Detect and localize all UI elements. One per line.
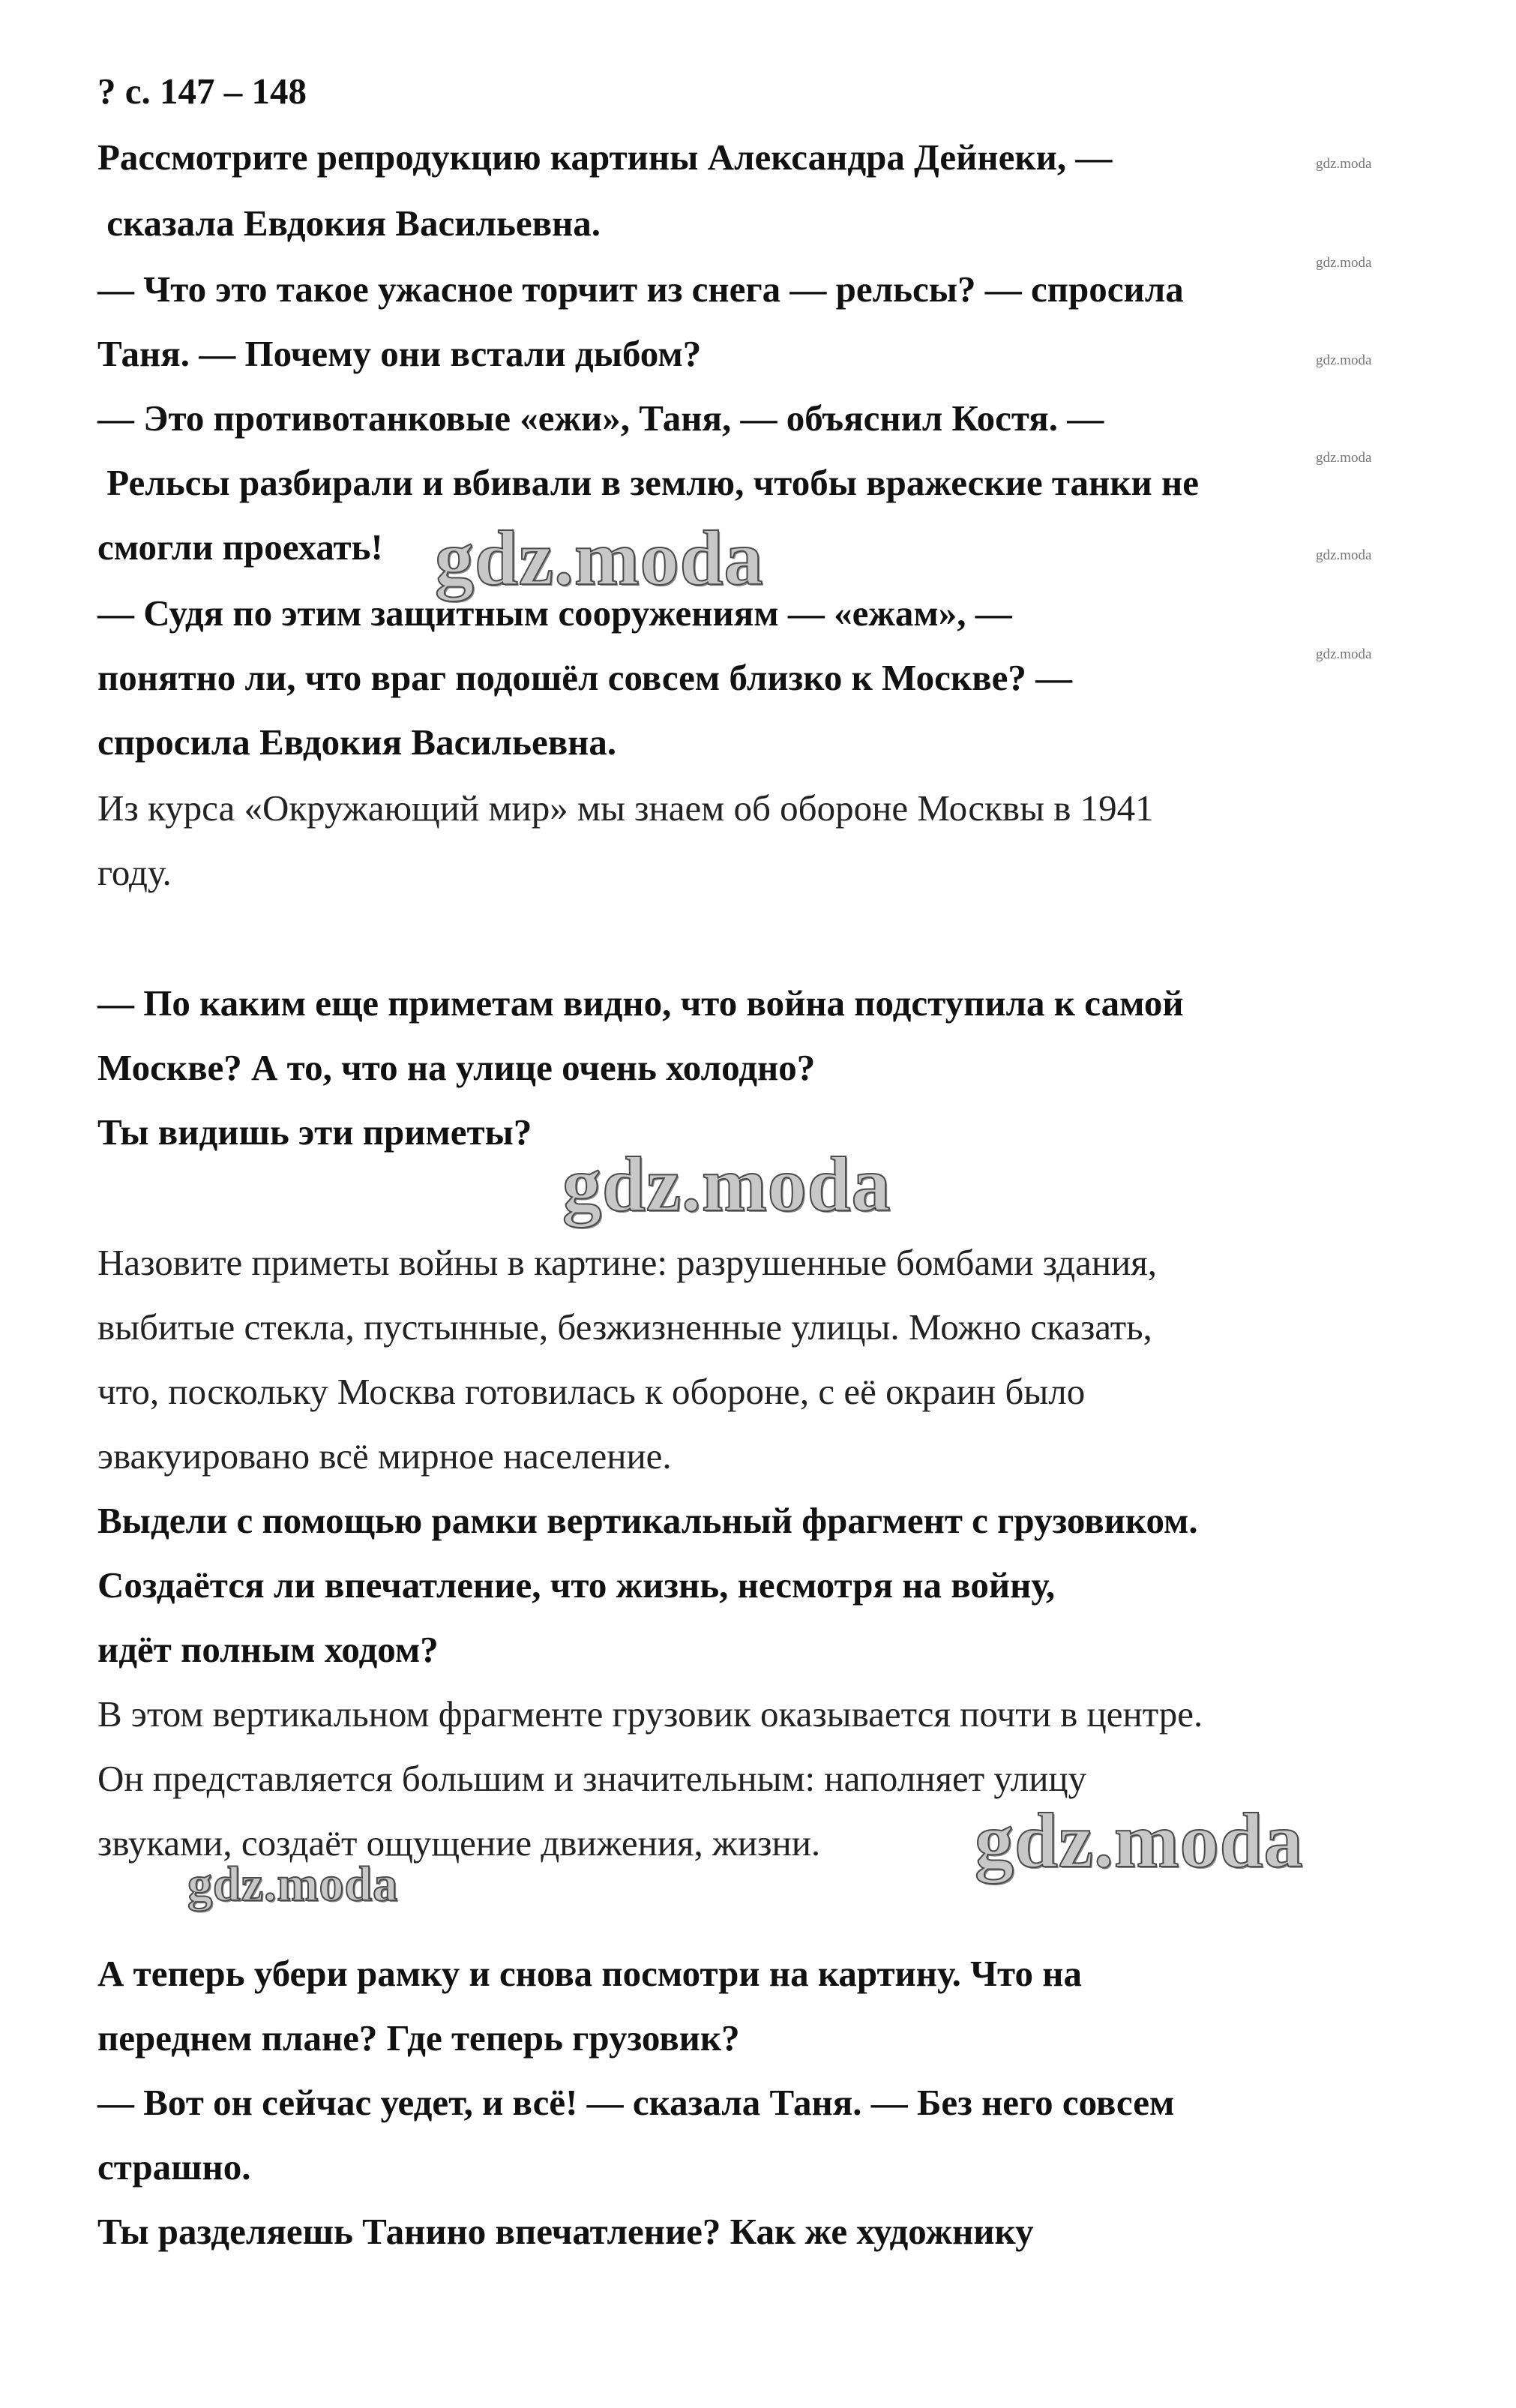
watermark-small: gdz.moda: [1316, 255, 1372, 271]
answer-line: что, поскольку Москва готовилась к обороне, с её окраин было: [97, 1371, 1086, 1412]
question-line: переднем плане? Где теперь грузовик?: [97, 2017, 740, 2059]
question-line: Москве? А то, что на улице очень холодно?: [97, 1047, 816, 1088]
watermark-large: gdz.moda: [975, 1798, 1304, 1884]
question-line: Выдели с помощью рамки вертикальный фрагмент с грузовиком.: [97, 1500, 1198, 1541]
answer-line: эвакуировано всё мирное население.: [97, 1435, 672, 1477]
watermark-small: gdz.moda: [1316, 646, 1372, 662]
question-line: спросила Евдокия Васильевна.: [97, 721, 617, 763]
question-line: — Судя по этим защитным сооружениям — «ежам», —: [97, 592, 1012, 634]
answer-line: Из курса «Окружающий мир» мы знаем об обороне Москвы в 1941: [97, 787, 1154, 829]
question-line: — Это противотанковые «ежи», Таня, — объяснил Костя. —: [97, 397, 1104, 439]
question-line: — Что это такое ужасное торчит из снега — рельсы? — спросила: [97, 268, 1184, 310]
question-line: Рассмотрите репродукцию картины Александра Дейнеки, —: [97, 136, 1113, 178]
question-line: Таня. — Почему они встали дыбом?: [97, 333, 702, 374]
question-line: А теперь убери рамку и снова посмотри на картину. Что на: [97, 1953, 1082, 1994]
answer-line: Он представляется большим и значительным: наполняет улицу: [97, 1758, 1087, 1799]
answer-line: выбитые стекла, пустынные, безжизненные улицы. Можно сказать,: [97, 1306, 1152, 1348]
question-line: Рельсы разбирали и вбивали в землю, чтобы вражеские танки не: [97, 462, 1199, 503]
watermark-large: gdz.moda: [562, 1141, 891, 1228]
question-line: сказала Евдокия Васильевна.: [97, 202, 601, 244]
watermark-small: gdz.moda: [1316, 450, 1372, 466]
question-line: Ты разделяешь Танино впечатление? Как же художнику: [97, 2211, 1034, 2252]
watermark-large: gdz.moda: [187, 1857, 399, 1912]
question-line: Создаётся ли впечатление, что жизнь, несмотря на войну,: [97, 1564, 1056, 1606]
question-line: — Вот он сейчас уедет, и всё! — сказала Таня. — Без него совсем: [97, 2082, 1175, 2123]
watermark-small: gdz.moda: [1316, 352, 1372, 368]
answer-line: году.: [97, 852, 172, 893]
answer-line: Назовите приметы войны в картине: разрушенные бомбами здания,: [97, 1242, 1158, 1283]
question-line: понятно ли, что враг подошёл совсем близко к Москве? —: [97, 657, 1073, 698]
watermark-small: gdz.moda: [1316, 156, 1372, 172]
question-line: — По каким еще приметам видно, что война подступила к самой: [97, 982, 1184, 1024]
answer-line: В этом вертикальном фрагменте грузовик оказывается почти в центре.: [97, 1693, 1203, 1735]
question-line: страшно.: [97, 2146, 251, 2188]
watermark-small: gdz.moda: [1316, 547, 1372, 563]
question-line: смогли проехать!: [97, 526, 383, 568]
question-line: Ты видишь эти приметы?: [97, 1111, 532, 1153]
page-reference: ? с. 147 – 148: [97, 70, 307, 112]
answer-line: звуками, создаёт ощущение движения, жизни.: [97, 1822, 821, 1864]
question-line: идёт полным ходом?: [97, 1629, 439, 1670]
watermark-large: gdz.moda: [435, 515, 764, 601]
